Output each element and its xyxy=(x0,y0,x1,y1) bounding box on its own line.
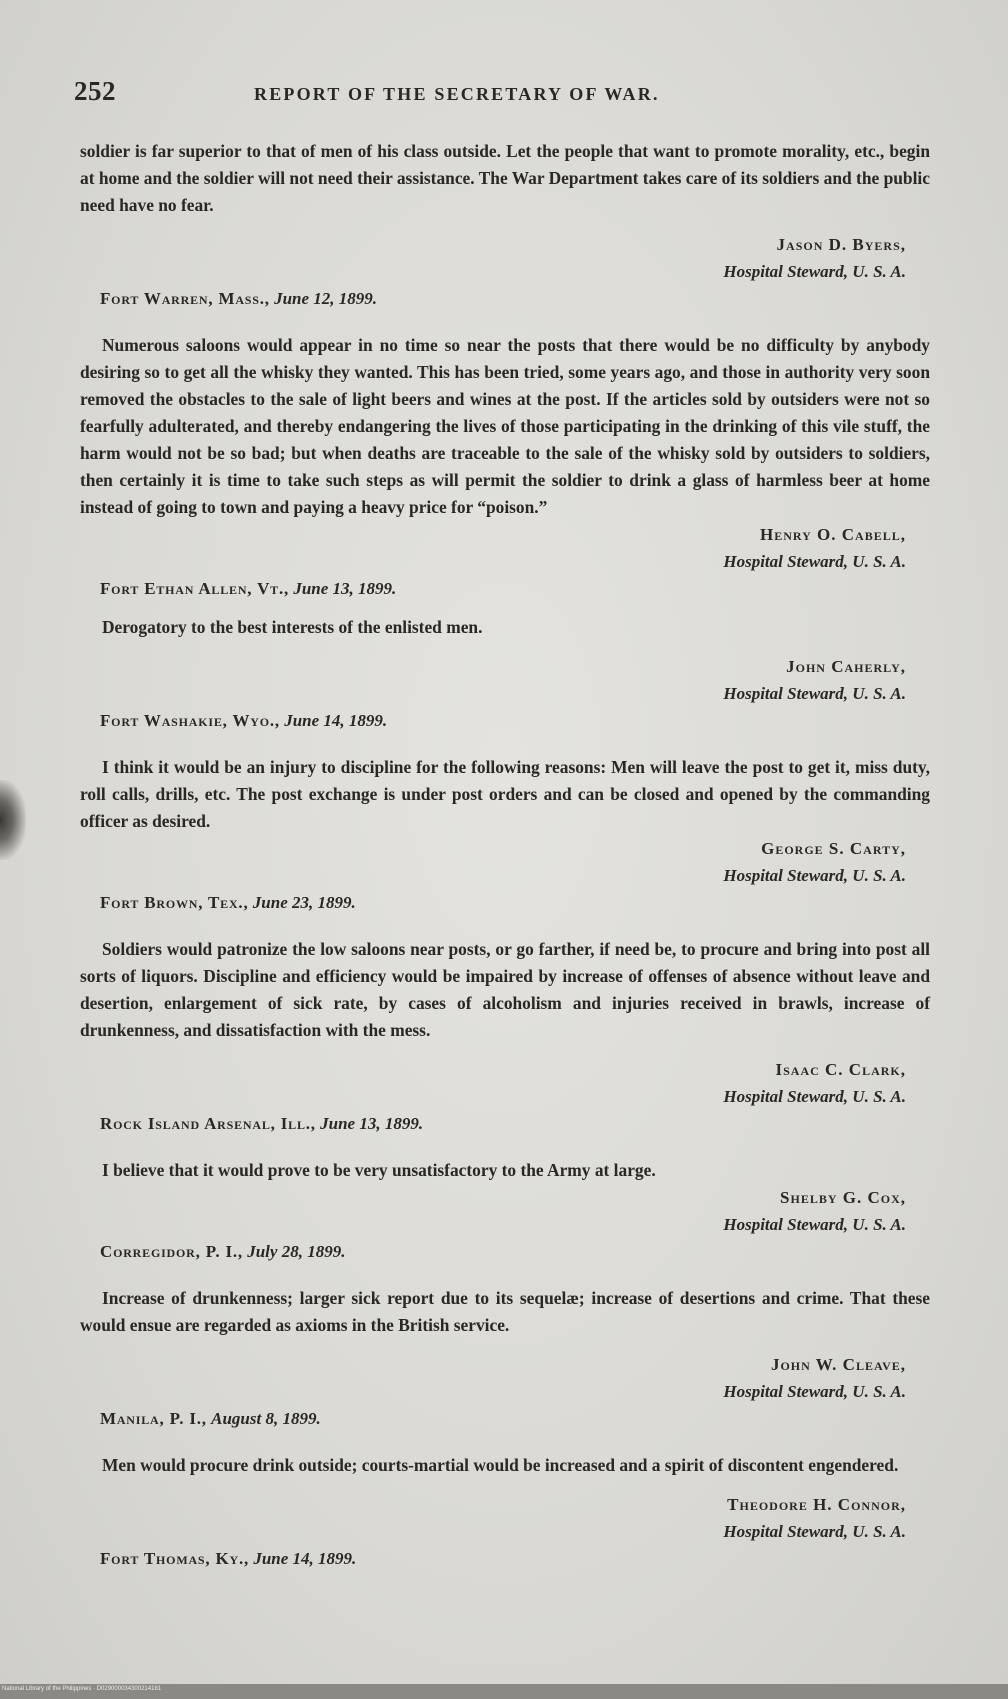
place-date xyxy=(80,1405,930,1432)
place-date xyxy=(80,1238,930,1265)
signer-title: Hospital Steward, U. S. A. xyxy=(723,1215,906,1234)
page-edge-shadow xyxy=(0,780,26,860)
place: Fort Brown, Tex., xyxy=(100,893,249,912)
entry-text: Numerous saloons would appear in no time so near the posts that there would be no difficulty by anybody desiring so to get all the whisky they wanted. This has been tried, some years ago, and those in authority very soon removed the obstacles to the sale of light beers and wines at the post. If the articles sold by outsiders were not so fearfully adulterated, and thereby endangering the lives of those participating in the drinking of this vile stuff, the harm would not be so bad; but when deaths are traceable to the sale of the whisky sold by outsiders to soldiers, then certainly it is time to take such steps as will permit the soldier to drink a glass of harmless beer at home instead of going to town and paying a heavy price for “poison.” xyxy=(80,335,930,517)
page-number: 252 xyxy=(74,76,116,106)
date: June 23, 1899. xyxy=(252,893,356,912)
entry-text: Increase of drunkenness; larger sick report due to its sequelæ; increase of desertions and crime. That these would ensue are regarded as axioms in the British service. xyxy=(80,1288,930,1335)
signature xyxy=(80,521,930,575)
place: Manila, P. I., xyxy=(100,1409,207,1428)
place: Fort Ethan Allen, Vt., xyxy=(100,579,290,598)
date: June 12, 1899. xyxy=(274,289,378,308)
signature xyxy=(80,1491,930,1545)
signer-name: John W. Cleave, xyxy=(770,1355,906,1374)
entry-text: Soldiers would patronize the low saloons near posts, or go farther, if need be, to procure and bring into post all sorts of liquors. Discipline and efficiency would be impaired by increase of offenses of absence without leave and desertion, enlargement of sick rate, by cases of alcoholism and injuries received in brawls, increase of drunkenness, and dissatisfaction with the mess. xyxy=(80,939,930,1040)
running-head: REPORT OF THE SECRETARY OF WAR. xyxy=(254,84,660,104)
scan-credit: National Library of the Philippines · D029000034300214181 xyxy=(2,1686,162,1692)
signer-name: Jason D. Byers, xyxy=(776,235,906,254)
place: Corregidor, P. I., xyxy=(100,1242,243,1261)
place-date xyxy=(80,1545,930,1572)
signer-title: Hospital Steward, U. S. A. xyxy=(723,866,906,885)
entry-text: Derogatory to the best interests of the enlisted men. xyxy=(102,617,483,637)
place: Fort Warren, Mass., xyxy=(100,289,270,308)
place: Fort Thomas, Ky., xyxy=(100,1549,250,1568)
date: June 14, 1899. xyxy=(284,711,388,730)
signature xyxy=(80,1056,930,1110)
signer-name: John Caherly, xyxy=(786,657,906,676)
place-date xyxy=(80,1110,930,1137)
signer-name: Isaac C. Clark, xyxy=(775,1060,906,1079)
signer-name: George S. Carty, xyxy=(761,839,906,858)
date: July 28, 1899. xyxy=(247,1242,346,1261)
signature xyxy=(80,231,930,285)
place-date xyxy=(80,285,930,312)
signer-name: Theodore H. Connor, xyxy=(727,1495,906,1514)
place-date xyxy=(80,575,930,602)
report-body xyxy=(80,138,930,1572)
place: Rock Island Arsenal, Ill., xyxy=(100,1114,316,1133)
signer-name: Henry O. Cabell, xyxy=(760,525,906,544)
page-header xyxy=(74,76,934,112)
signer-title: Hospital Steward, U. S. A. xyxy=(723,552,906,571)
place-date xyxy=(80,707,930,734)
entry-text: I believe that it would prove to be very unsatisfactory to the Army at large. xyxy=(102,1160,656,1180)
signature xyxy=(80,1184,930,1238)
signer-title: Hospital Steward, U. S. A. xyxy=(723,1087,906,1106)
date: June 13, 1899. xyxy=(320,1114,424,1133)
date: August 8, 1899. xyxy=(211,1409,321,1428)
signer-name: Shelby G. Cox, xyxy=(780,1188,906,1207)
signature xyxy=(80,653,930,707)
signer-title: Hospital Steward, U. S. A. xyxy=(723,1382,906,1401)
date: June 14, 1899. xyxy=(253,1549,357,1568)
entry-text: Men would procure drink outside; courts-martial would be increased and a spirit of discontent engendered. xyxy=(102,1455,899,1475)
signer-title: Hospital Steward, U. S. A. xyxy=(723,1522,906,1541)
signature xyxy=(80,835,930,889)
signer-title: Hospital Steward, U. S. A. xyxy=(723,684,906,703)
entry-text: soldier is far superior to that of men of his class outside. Let the people that want to promote morality, etc., begin at home and the soldier will not need their assistance. The War Department takes care of its soldiers and the public need have no fear. xyxy=(80,141,930,215)
place: Fort Washakie, Wyo., xyxy=(100,711,280,730)
signer-title: Hospital Steward, U. S. A. xyxy=(723,262,906,281)
signature xyxy=(80,1351,930,1405)
date: June 13, 1899. xyxy=(293,579,397,598)
place-date xyxy=(80,889,930,916)
entry-text: I think it would be an injury to discipline for the following reasons: Men will leave the post to get it, miss duty, roll calls, drills, etc. The post exchange is under post orders and can be closed and opened by the commanding officer as desired. xyxy=(80,757,930,831)
